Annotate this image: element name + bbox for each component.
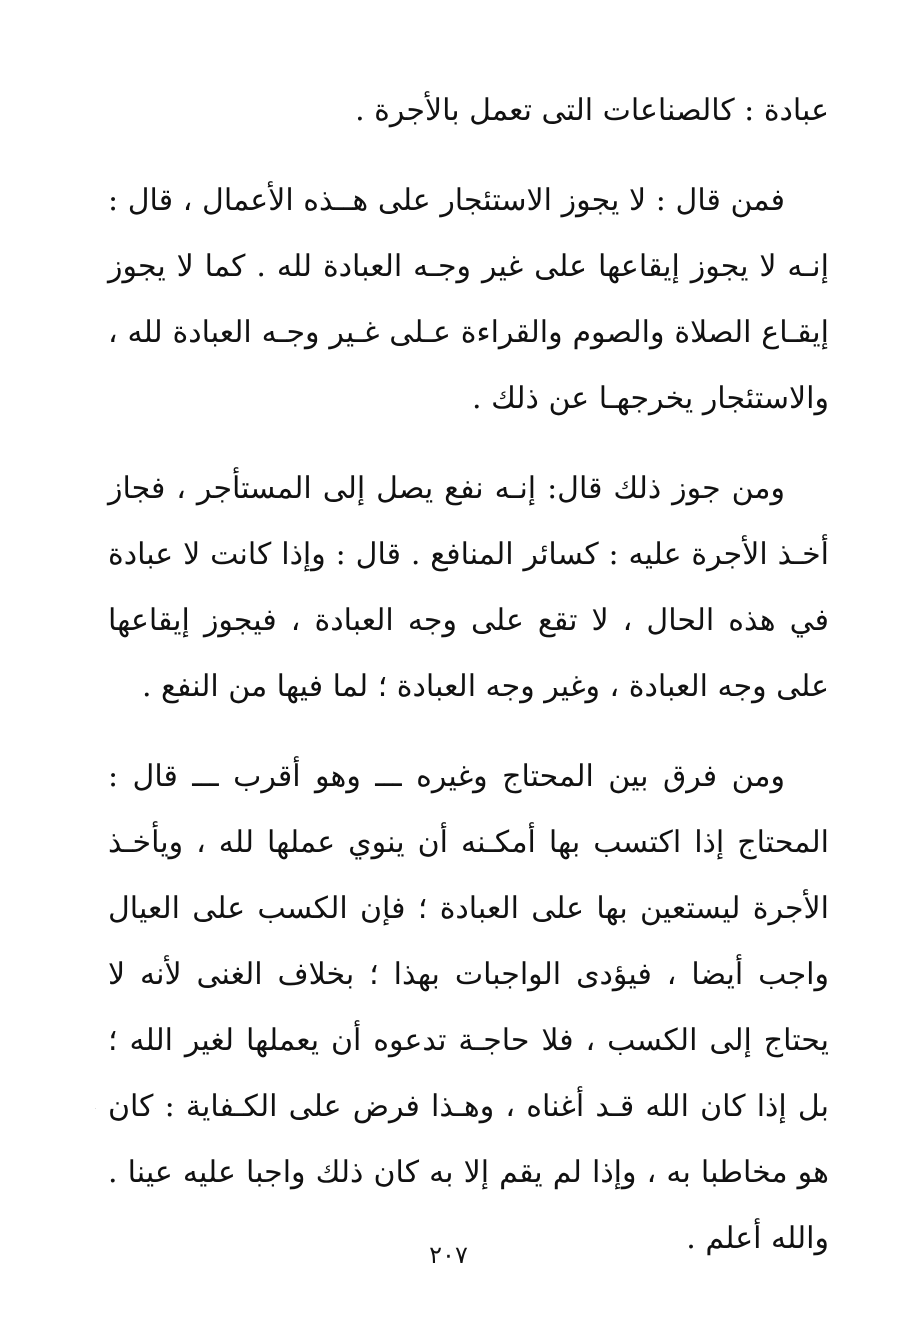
paragraph-3: ومن جوز ذلك قال: إنـه نفع يصل إلى المستأجر ، فجاز أخـذ الأجرة عليه : كسائر المنافع . قال : وإذا كانت لا عبادة في هذه الحال ، لا تقع على وجه العبادة ، فيجوز إيقاعها على وجه العبادة ، وغير وجه العبادة ؛ لما فيها من النفع .	[108, 471, 829, 704]
paragraph-1: عبادة : كالصناعات التى تعمل بالأجرة .	[355, 93, 829, 128]
body-text	[108, 78, 829, 1272]
paragraph-2: فمن قال : لا يجوز الاستئجار على هــذه الأعمال ، قال : إنـه لا يجوز إيقاعها على غير وجـه العبادة لله . كما لا يجوز إيقـاع الصلاة والصوم والقراءة عـلى غـير وجـه العبادة لله ، والاستئجار يخرجهـا عن ذلك .	[108, 183, 829, 416]
page-number: ٢٠٧	[429, 1241, 468, 1269]
scan-speck	[95, 1108, 96, 1109]
paragraph-4: ومن فرق بين المحتاج وغيره ـــ وهو أقرب ـــ قال : المحتاج إذا اكتسب بها أمكـنه أن ينوي عملها لله ، ويأخـذ الأجرة ليستعين بها على العبادة ؛ فإن الكسب على العيال واجب أيضا ، فيؤدى الواجبات بهذا ؛ بخلاف الغنى لأنه لا يحتاج إلى الكسب ، فلا حاجـة تدعوه أن يعملها لغير الله ؛ بل إذا كان الله قـد أغناه ، وهـذا فرض على الكـفاية : كان هو مخاطبا به ، وإذا لم يقم إلا به كان ذلك واجبا عليه عينا . والله أعلم .	[108, 759, 829, 1256]
